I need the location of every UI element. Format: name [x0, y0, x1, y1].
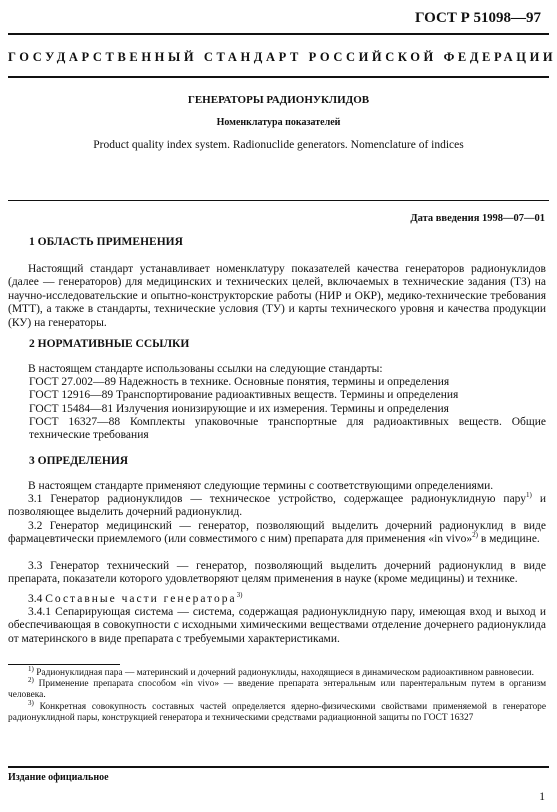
footnote-mark-3: 3) — [236, 591, 243, 600]
definition-3-4-1: 3.4.1 Сепарирующая система — система, содержащая радионуклидную пару, имеющая вход и выход и обеспечивающая в совокупности с исходными химическими веществами отделение дочернего радионуклида от материнского в виде препарата с требуемыми характеристиками. — [8, 606, 546, 645]
section-3-intro: В настоящем стандарте применяют следующие термины с соответствующими определениями. — [28, 480, 494, 492]
footnotes — [8, 664, 546, 724]
document-subtitle: Номенклатура показателей — [216, 117, 341, 128]
reference-item: ГОСТ 12916—89 Транспортирование радиоактивных веществ. Термины и определения — [29, 389, 459, 402]
header-rule-top — [8, 33, 549, 35]
definition-3-3: 3.3 Генератор технический — генератор, позволяющий выделить дочерний радионуклид в виде препарата, показатели которого удовлетворяют целям применения в науке (кроме медицины) и технике. — [8, 560, 546, 586]
reference-item: ГОСТ 27.002—89 Надежность в технике. Основные понятия, термины и определения — [29, 376, 450, 388]
state-standard-title: ГОСУДАРСТВЕННЫЙ СТАНДАРТ РОССИЙСКОЙ ФЕДЕРАЦИИ — [8, 50, 557, 64]
official-edition-label: Издание официальное — [8, 772, 109, 783]
definition-3-2 — [8, 520, 546, 547]
footnote-1-mark: 1) — [28, 664, 34, 673]
definition-3-2-text: 3.2 Генератор медицинский — генератор, позволяющий выделить дочерний радионуклид в виде фармацевтически приемлемого (или совместимого с ним) препарата для применения «in vivo» — [8, 520, 546, 546]
footnote-mark-2: 2) — [472, 531, 478, 540]
title-divider — [8, 200, 549, 201]
definition-3-4-term: Составные части генератора — [45, 593, 237, 605]
footnote-mark-1: 1) — [526, 491, 532, 500]
page-number: 1 — [539, 791, 545, 803]
document-title: ГЕНЕРАТОРЫ РАДИОНУКЛИДОВ — [187, 94, 370, 106]
section-1-title: 1 ОБЛАСТЬ ПРИМЕНЕНИЯ — [29, 236, 183, 248]
definition-3-4 — [8, 593, 546, 606]
definition-3-2-tail: в медицине. — [477, 533, 540, 546]
footer-rule — [8, 766, 549, 768]
definition-3-1-text: 3.1 Генератор радионуклидов — техническое устройство, содержащее радионуклидную пару — [28, 493, 527, 505]
section-2-title: 2 НОРМАТИВНЫЕ ССЫЛКИ — [29, 338, 190, 350]
footnote-2-mark: 2) — [28, 676, 34, 685]
reference-item: ГОСТ 16327—88 Комплекты упаковочные транспортные для радиоактивных веществ. Общие технические требования — [29, 415, 546, 442]
section-1-text: Настоящий стандарт устанавливает номенклатуру показателей качества генераторов радионуклидов (далее — генераторов) для медицинских и технических целей, включаемых в технические задания (ТЗ) на научно-исследовательские и опытно-конструкторские работы (НИР и ОКР), медико-технические требования (МТТ), а также в стандарты, технические условия (ТУ) и карты технического уровня и качества продукции (КУ) на генераторы. — [8, 263, 546, 329]
footnote-2 — [8, 676, 546, 701]
footnote-3-text: Конкретная совокупность составных частей определяется ядерно-физическими свойствами применяемой в генераторе радионуклидной пары, конструкцией генератора и техническими средствами радиационной защиты по ГОСТ 16327 — [8, 701, 546, 723]
footnote-1-text: Радионуклидная пара — материнский и дочерний радионуклиды, находящиеся в динамическом радиоактивном равновесии. — [33, 668, 534, 678]
reference-item: ГОСТ 15484—81 Излучения ионизирующие и их измерения. Термины и определения — [29, 402, 449, 415]
introduction-date: Дата введения 1998—07—01 — [410, 213, 545, 224]
footnote-2-text: Применение препарата способом «in vivo» — введение препарата энтеральным или парентеральным путем в организм человека. — [8, 679, 546, 701]
definition-3-1 — [8, 493, 546, 520]
document-english-title: Product quality index system. Radionuclide generators. Nomenclature of indices — [93, 139, 464, 151]
header-rule-bottom — [8, 76, 549, 78]
section-3-title: 3 ОПРЕДЕЛЕНИЯ — [29, 455, 129, 467]
definition-3-1-tail: и позволяющее выделить дочерний радионуклид. — [8, 493, 546, 519]
footnote-1 — [8, 664, 546, 679]
footnote-rule — [8, 664, 120, 665]
definition-3-4-number: 3.4 — [28, 593, 46, 605]
footnote-3 — [8, 698, 546, 724]
gost-code: ГОСТ Р 51098—97 — [414, 10, 541, 26]
normative-references-list — [29, 376, 546, 442]
section-2-intro: В настоящем стандарте использованы ссылки на следующие стандарты: — [28, 363, 383, 375]
footnote-3-mark: 3) — [28, 698, 34, 707]
